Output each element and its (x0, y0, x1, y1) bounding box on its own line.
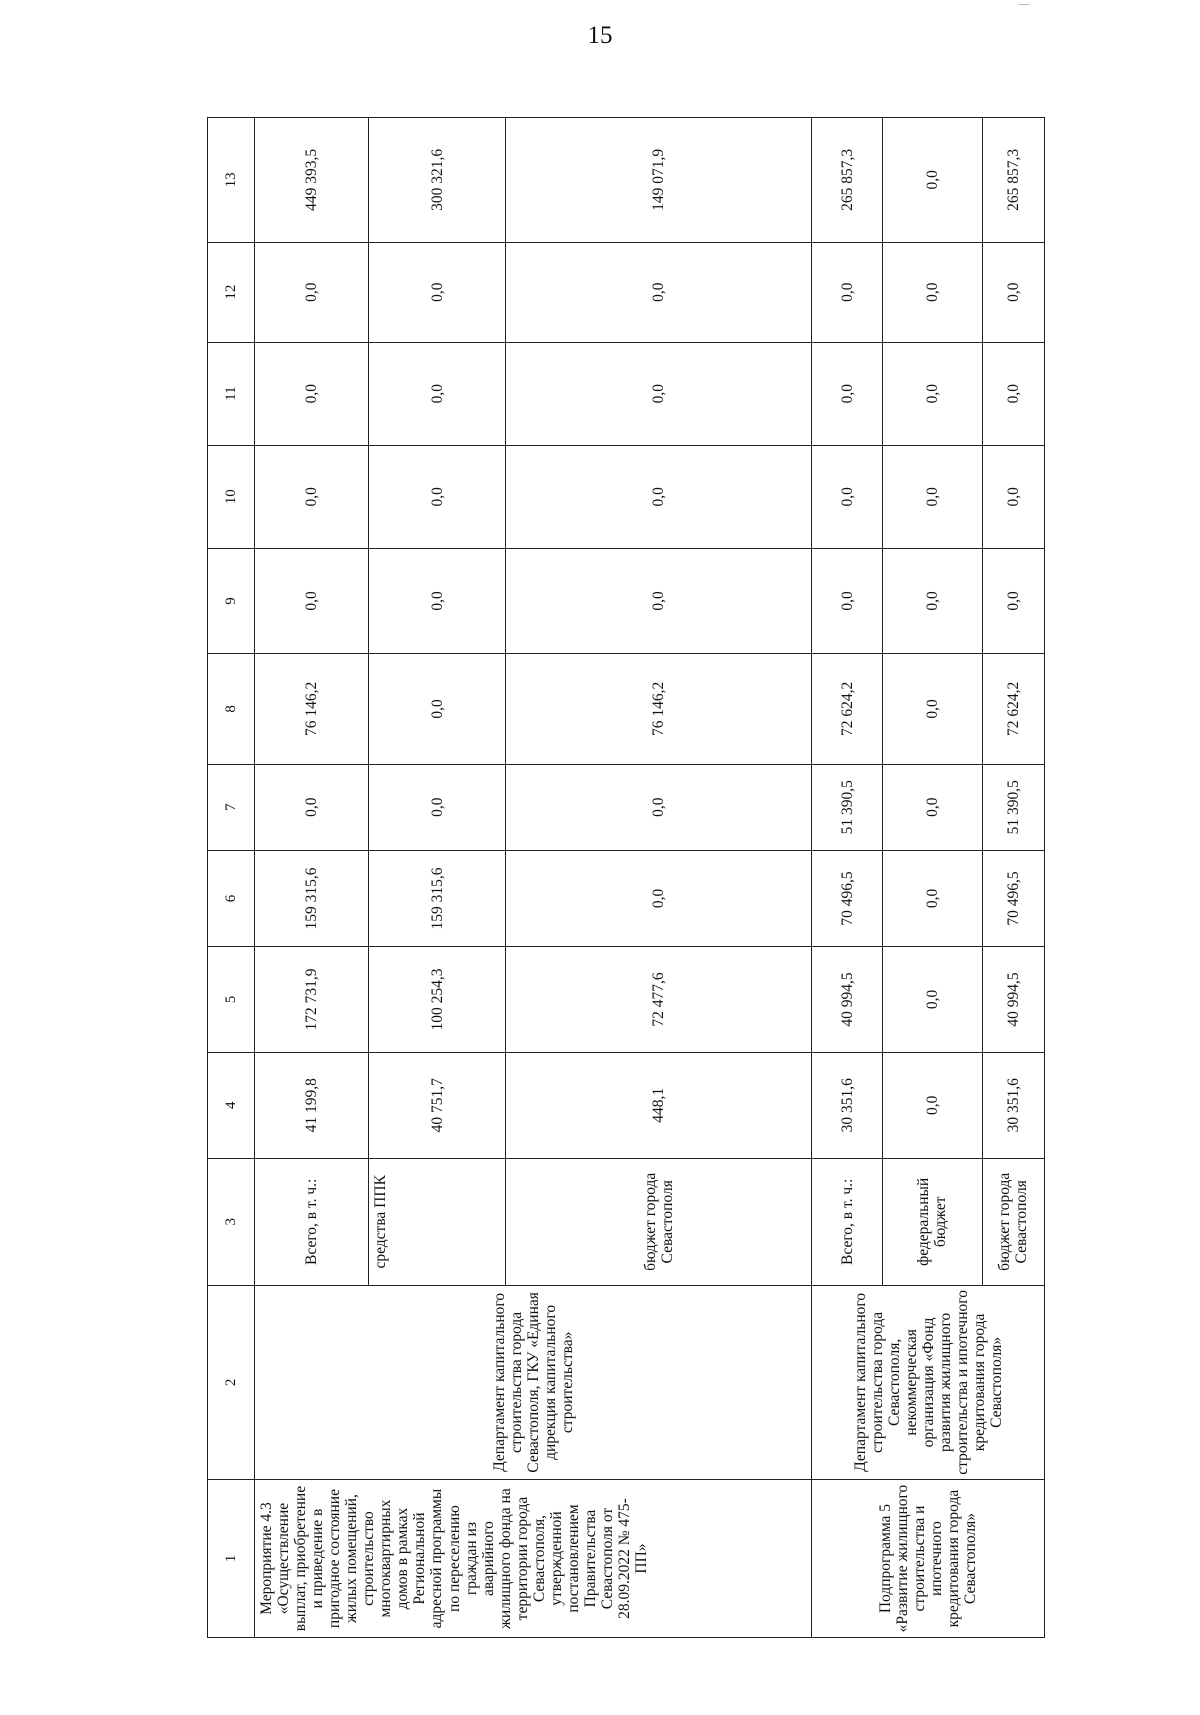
value-cell: 449 393,5 (255, 118, 369, 243)
col-header: 13 (208, 118, 255, 243)
col-header: 3 (208, 1158, 255, 1285)
funding-source: федеральный бюджет (883, 1158, 983, 1285)
value-cell: 40 751,7 (369, 1052, 506, 1158)
funding-source: бюджет города Севастополя (982, 1158, 1044, 1285)
rotated-table-container (207, 117, 1045, 1638)
value-cell: 51 390,5 (812, 764, 883, 850)
col-header: 7 (208, 764, 255, 850)
funding-source: Всего, в т. ч.: (255, 1158, 369, 1285)
financing-table (207, 117, 1045, 1638)
value-cell: 0,0 (883, 947, 983, 1052)
col-header: 2 (208, 1285, 255, 1479)
value-cell: 72 624,2 (812, 654, 883, 765)
value-cell: 0,0 (506, 548, 812, 653)
value-cell: 159 315,6 (255, 850, 369, 947)
col-header: 6 (208, 850, 255, 947)
value-cell: 0,0 (812, 548, 883, 653)
value-cell: 0,0 (812, 342, 883, 445)
value-cell: 0,0 (883, 548, 983, 653)
value-cell: 0,0 (506, 242, 812, 342)
col-header: 11 (208, 342, 255, 445)
value-cell: 300 321,6 (369, 118, 506, 243)
value-cell: 0,0 (982, 548, 1044, 653)
scan-mark (1018, 4, 1030, 5)
value-cell: 0,0 (982, 445, 1044, 548)
value-cell: 0,0 (812, 445, 883, 548)
value-cell: 448,1 (506, 1052, 812, 1158)
subprogram-name: Подпрограмма 5 «Развитие жилищного строительства и ипотечного кредитования города Севастополя» (812, 1480, 1045, 1638)
executor: Департамент капитального строительства города Севастополя, некоммерческая организация «Фонд развития жилищного строительства и ипотечного кредитования города Севастополя» (812, 1285, 1045, 1479)
col-header: 5 (208, 947, 255, 1052)
column-number-row (208, 118, 255, 1638)
value-cell: 0,0 (506, 445, 812, 548)
value-cell: 159 315,6 (369, 850, 506, 947)
value-cell: 0,0 (982, 242, 1044, 342)
value-cell: 41 199,8 (255, 1052, 369, 1158)
value-cell: 0,0 (883, 850, 983, 947)
value-cell: 0,0 (369, 654, 506, 765)
value-cell: 265 857,3 (812, 118, 883, 243)
value-cell: 0,0 (369, 445, 506, 548)
col-header: 9 (208, 548, 255, 653)
value-cell: 51 390,5 (982, 764, 1044, 850)
value-cell: 0,0 (883, 654, 983, 765)
value-cell: 0,0 (506, 764, 812, 850)
value-cell: 0,0 (883, 445, 983, 548)
value-cell: 0,0 (812, 242, 883, 342)
col-header: 1 (208, 1480, 255, 1638)
value-cell: 0,0 (506, 850, 812, 947)
value-cell: 0,0 (255, 764, 369, 850)
funding-source: средства ППК (369, 1158, 506, 1285)
col-header: 4 (208, 1052, 255, 1158)
value-cell: 72 624,2 (982, 654, 1044, 765)
value-cell: 76 146,2 (506, 654, 812, 765)
value-cell: 0,0 (982, 342, 1044, 445)
executor: Департамент капитального строительства города Севастополя, ГКУ «Единая дирекция капитального строительства» (255, 1285, 812, 1479)
value-cell: 0,0 (883, 242, 983, 342)
value-cell: 30 351,6 (982, 1052, 1044, 1158)
value-cell: 0,0 (883, 342, 983, 445)
value-cell: 0,0 (369, 764, 506, 850)
value-cell: 149 071,9 (506, 118, 812, 243)
col-header: 12 (208, 242, 255, 342)
value-cell: 0,0 (369, 548, 506, 653)
value-cell: 40 994,5 (812, 947, 883, 1052)
value-cell: 0,0 (255, 445, 369, 548)
col-header: 8 (208, 654, 255, 765)
funding-source: бюджет города Севастополя (506, 1158, 812, 1285)
value-cell: 0,0 (883, 764, 983, 850)
value-cell: 0,0 (369, 242, 506, 342)
value-cell: 172 731,9 (255, 947, 369, 1052)
table-row (812, 118, 883, 1638)
value-cell: 100 254,3 (369, 947, 506, 1052)
value-cell: 0,0 (883, 1052, 983, 1158)
value-cell: 0,0 (883, 118, 983, 243)
value-cell: 265 857,3 (982, 118, 1044, 243)
value-cell: 70 496,5 (812, 850, 883, 947)
measure-name: Мероприятие 4.3 «Осуществление выплат, приобретение и приведение в пригодное состояние жилых помещений, строительство многоквартирных домов в рамках Региональной адресной программы по переселению граждан из аварийного жилищного фонда на территории города Севастополя, утвержденной постановлением Правительства Севастополя от 28.09.2022 № 475-ПП» (255, 1480, 812, 1638)
value-cell: 70 496,5 (982, 850, 1044, 947)
value-cell: 72 477,6 (506, 947, 812, 1052)
value-cell: 0,0 (255, 342, 369, 445)
page-number: 15 (587, 22, 613, 49)
table-row (255, 118, 369, 1638)
value-cell: 0,0 (255, 242, 369, 342)
col-header: 10 (208, 445, 255, 548)
value-cell: 76 146,2 (255, 654, 369, 765)
value-cell: 0,0 (506, 342, 812, 445)
value-cell: 40 994,5 (982, 947, 1044, 1052)
value-cell: 0,0 (255, 548, 369, 653)
value-cell: 0,0 (369, 342, 506, 445)
value-cell: 30 351,6 (812, 1052, 883, 1158)
funding-source: Всего, в т. ч.: (812, 1158, 883, 1285)
